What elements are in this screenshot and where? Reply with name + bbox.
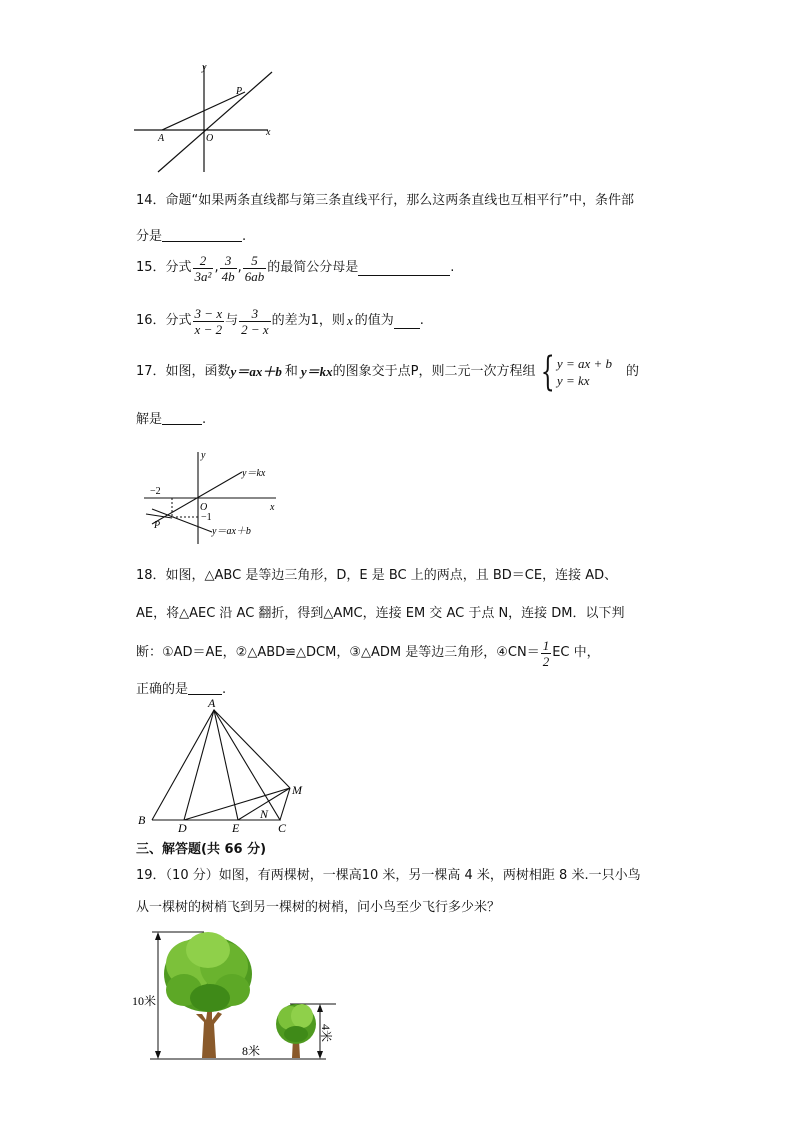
label-p: P bbox=[154, 520, 161, 531]
q18-frac-num: 1 bbox=[542, 637, 550, 653]
label-o: O bbox=[206, 133, 214, 144]
figure-2-linear-functions bbox=[138, 448, 298, 548]
question-17 bbox=[136, 350, 639, 394]
label-y: y bbox=[201, 450, 206, 461]
question-14 bbox=[136, 191, 634, 247]
figure-3-equilateral-triangle bbox=[134, 694, 314, 836]
q16-fraction-2 bbox=[239, 306, 271, 337]
label-neg1: −1 bbox=[201, 512, 212, 523]
q17-and: 和 bbox=[284, 364, 298, 379]
q15-comma-1: , bbox=[214, 260, 219, 275]
arrow-head-short-top bbox=[317, 1004, 323, 1012]
label-d: D bbox=[178, 821, 187, 835]
q17-eq1: y＝ax＋b bbox=[230, 364, 282, 379]
label-8m: 8米 bbox=[242, 1044, 261, 1058]
q18-line3-tail: EC 中， bbox=[552, 645, 600, 660]
q15-tail: 的最简公分母是 bbox=[267, 260, 359, 275]
q16-period: . bbox=[419, 313, 424, 328]
q16-f2-num: 3 bbox=[251, 305, 259, 321]
q15-f1-num: 2 bbox=[199, 252, 207, 268]
label-c: C bbox=[278, 821, 287, 835]
segment-ae bbox=[214, 710, 238, 820]
q16-f1-num: 3 − x bbox=[194, 305, 223, 321]
label-e: E bbox=[232, 821, 240, 835]
q16-fraction-1 bbox=[193, 306, 225, 337]
q15-fraction-2 bbox=[220, 253, 237, 284]
label-10m: 10米 bbox=[132, 994, 157, 1008]
label-p: P bbox=[236, 86, 243, 97]
label-axb: y＝ax＋b bbox=[212, 526, 251, 537]
q16-tail-2: 的值为 bbox=[354, 313, 394, 328]
q15-comma-2: , bbox=[237, 260, 242, 275]
arrow-head-tall-top bbox=[155, 932, 161, 940]
q18-line2: AE，将△AEC 沿 AC 翻折，得到△AMC，连接 EM 交 AC 于点 N，连接 DM．以下判 bbox=[136, 606, 625, 621]
q17-tail: 的图象交于点P，则二元一次方程组 bbox=[332, 364, 536, 379]
segment-am bbox=[214, 710, 290, 788]
q19-line2: 从一棵树的树梢飞到另一棵树的树梢，问小鸟至少飞行多少米？ bbox=[136, 900, 501, 915]
label-o: O bbox=[200, 502, 208, 513]
short-tree bbox=[276, 1004, 316, 1058]
q18-period: . bbox=[222, 682, 227, 697]
section-heading: 三、解答题(共 66 分) bbox=[136, 842, 267, 857]
q14-answer-blank[interactable] bbox=[162, 227, 242, 242]
label-y: y bbox=[202, 62, 207, 73]
q15-f2-num: 3 bbox=[224, 252, 232, 268]
q18-line4-text: 正确的是 bbox=[136, 682, 189, 697]
q16-f2-den: 2 − x bbox=[241, 321, 269, 337]
arrow-head-short-bottom bbox=[317, 1051, 323, 1059]
q16-var: x bbox=[346, 313, 353, 328]
q14-line2-text: 分是 bbox=[136, 229, 163, 244]
segment-ad bbox=[184, 710, 214, 820]
q16-tail-1: 的差为1，则 bbox=[271, 313, 345, 328]
figure-1-intersecting-lines bbox=[130, 60, 280, 180]
q16-mid: 与 bbox=[225, 313, 239, 328]
q15-fraction-1 bbox=[193, 253, 214, 284]
question-19 bbox=[136, 866, 641, 918]
q18-frac-den: 2 bbox=[542, 653, 550, 669]
q17-period: . bbox=[202, 412, 207, 427]
q19-line1: 19．（10 分）如图，有两棵树，一棵高10 米，另一棵高 4 米，两树相距 8 米.一只小鸟 bbox=[136, 868, 641, 883]
q17-row2: y = kx bbox=[556, 373, 590, 388]
q15-f1-den: 3a² bbox=[194, 268, 212, 284]
triangle-abc bbox=[152, 710, 280, 820]
q17-answer-blank[interactable] bbox=[162, 410, 202, 425]
q18-answer-blank[interactable] bbox=[188, 680, 222, 695]
tall-tree bbox=[164, 932, 252, 1058]
q15-answer-blank[interactable] bbox=[358, 261, 450, 276]
q17-lead: 17．如图，函数 bbox=[136, 364, 231, 379]
question-15 bbox=[136, 250, 454, 286]
q18-line3-text: 断：①AD＝AE，②△ABD≌△DCM，③△ADM 是等边三角形，④CN＝ bbox=[136, 645, 540, 660]
q18-line3 bbox=[136, 636, 625, 670]
label-a: A bbox=[208, 696, 216, 710]
q17-equation-system bbox=[535, 349, 613, 395]
q18-line1: 18．如图，△ABC 是等边三角形，D，E 是 BC 上的两点，且 BD＝CE，连接 AD、 bbox=[136, 568, 618, 583]
q15-lead: 15．分式 bbox=[136, 260, 192, 275]
q17-brace: { bbox=[541, 349, 556, 395]
q16-answer-blank[interactable] bbox=[394, 314, 420, 329]
label-kx: y＝kx bbox=[242, 468, 266, 479]
q17-de: 的 bbox=[626, 364, 640, 379]
label-m: M bbox=[292, 783, 302, 797]
q15-period: . bbox=[450, 260, 455, 275]
figure-4-two-trees bbox=[130, 926, 360, 1066]
q17-line2-text: 解是 bbox=[136, 412, 163, 427]
q15-f3-den: 6ab bbox=[244, 268, 265, 284]
label-b: B bbox=[138, 813, 146, 827]
line-through-a bbox=[158, 72, 272, 172]
label-4m: 4米 bbox=[319, 1024, 333, 1043]
q15-f2-den: 4b bbox=[221, 268, 235, 284]
label-a: A bbox=[158, 133, 165, 144]
q17-row1: y = ax + b bbox=[556, 356, 613, 371]
q15-f3-num: 5 bbox=[251, 252, 258, 268]
q18-fraction bbox=[541, 638, 552, 669]
q16-lead: 16．分式 bbox=[136, 313, 192, 328]
q17-line2 bbox=[136, 410, 206, 430]
q15-fraction-3 bbox=[243, 253, 267, 284]
q14-line1: 14．命题“如果两条直线都与第三条直线平行，那么这两条直线也互相平行”中，条件部 bbox=[136, 193, 635, 208]
label-x: x bbox=[266, 127, 271, 138]
label-x: x bbox=[270, 502, 275, 513]
q17-eq2: y＝kx bbox=[300, 364, 333, 379]
question-18 bbox=[136, 566, 625, 700]
label-n: N bbox=[260, 807, 269, 821]
q14-period: . bbox=[242, 229, 247, 244]
question-16 bbox=[136, 302, 424, 340]
q16-f1-den: x − 2 bbox=[194, 321, 223, 337]
arrow-head-tall-bottom bbox=[155, 1051, 161, 1059]
label-neg2: −2 bbox=[150, 486, 161, 497]
